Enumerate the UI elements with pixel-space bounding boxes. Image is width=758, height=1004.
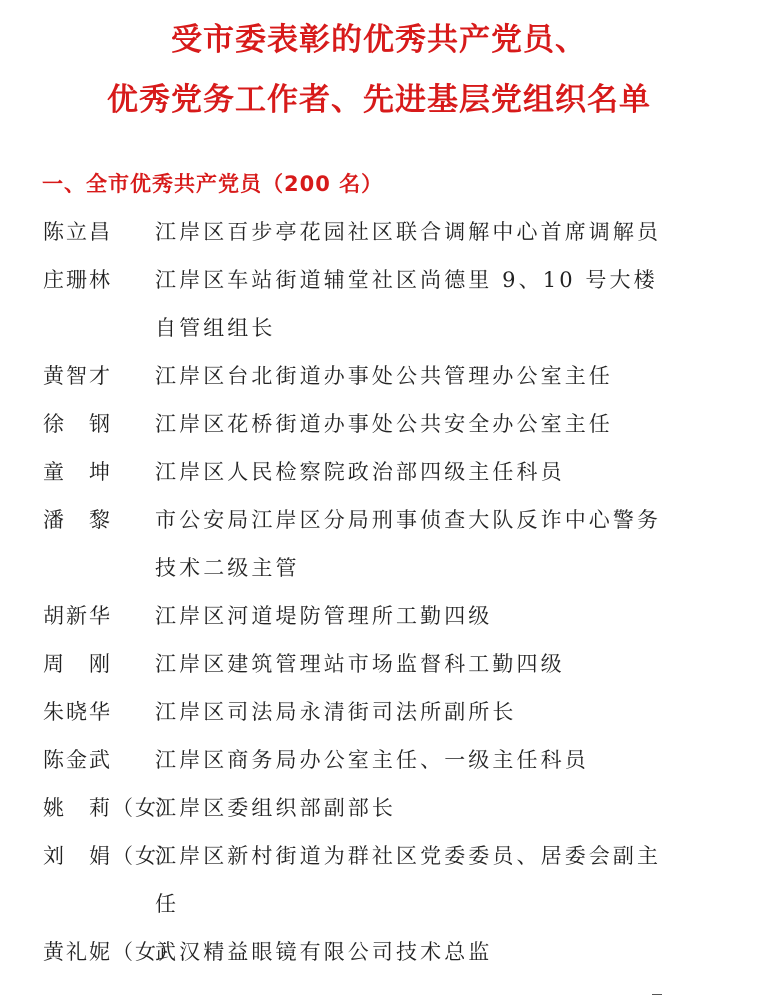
list-item [0,352,758,400]
honoree-name: 胡新华 [43,604,112,628]
honoree-position: 江岸区河道堤防管理所工勤四级 [155,604,493,628]
honoree-name: 周 刚 [43,652,112,676]
honoree-list [0,208,758,976]
honoree-name: 刘 娟（女） [43,844,181,868]
list-item [0,784,758,832]
list-item [0,592,758,640]
honoree-name: 徐 钢 [43,412,112,436]
document-title-line-1: 受市委表彰的优秀共产党员、 [171,22,587,58]
honoree-position: 江岸区台北街道办事处公共管理办公室主任 [155,364,613,388]
honoree-position: 江岸区委组织部副部长 [155,796,396,820]
honoree-position: 江岸区人民检察院政治部四级主任科员 [155,460,565,484]
honoree-name: 朱晓华 [43,700,112,724]
honoree-name: 潘 黎 [43,508,112,532]
list-item [0,736,758,784]
honoree-name: 姚 莉（女） [43,796,181,820]
honoree-position: 江岸区司法局永清街司法所副所长 [155,700,517,724]
section-heading: 一、全市优秀共产党员（200 名） [42,172,384,196]
honoree-position: 江岸区百步亭花园社区联合调解中心首席调解员 [155,220,662,244]
honoree-position: 江岸区商务局办公室主任、一级主任科员 [155,748,589,772]
honoree-position: 江岸区车站街道辅堂社区尚德里 9、10 号大楼自管组组长 [155,268,658,340]
page-mark [652,994,662,995]
honoree-name: 陈金武 [43,748,112,772]
honoree-name: 陈立昌 [43,220,112,244]
honoree-name: 黄礼妮（女） [43,940,181,964]
list-item [0,640,758,688]
honoree-position: 市公安局江岸区分局刑事侦查大队反诈中心警务技术二级主管 [155,508,662,580]
list-item [0,688,758,736]
honoree-position: 江岸区新村街道为群社区党委委员、居委会副主任 [155,844,662,916]
list-item [0,208,758,256]
honoree-name: 庄珊林 [43,268,112,292]
list-item [0,928,758,976]
honoree-name: 黄智才 [43,364,112,388]
honoree-position: 江岸区花桥街道办事处公共安全办公室主任 [155,412,613,436]
list-item [0,448,758,496]
list-item [0,832,758,928]
document-title-line-2: 优秀党务工作者、先进基层党组织名单 [107,82,651,118]
honoree-position: 武汉精益眼镜有限公司技术总监 [155,940,493,964]
list-item [0,400,758,448]
list-item [0,496,758,592]
honoree-position: 江岸区建筑管理站市场监督科工勤四级 [155,652,565,676]
honoree-name: 童 坤 [43,460,112,484]
list-item [0,256,758,352]
